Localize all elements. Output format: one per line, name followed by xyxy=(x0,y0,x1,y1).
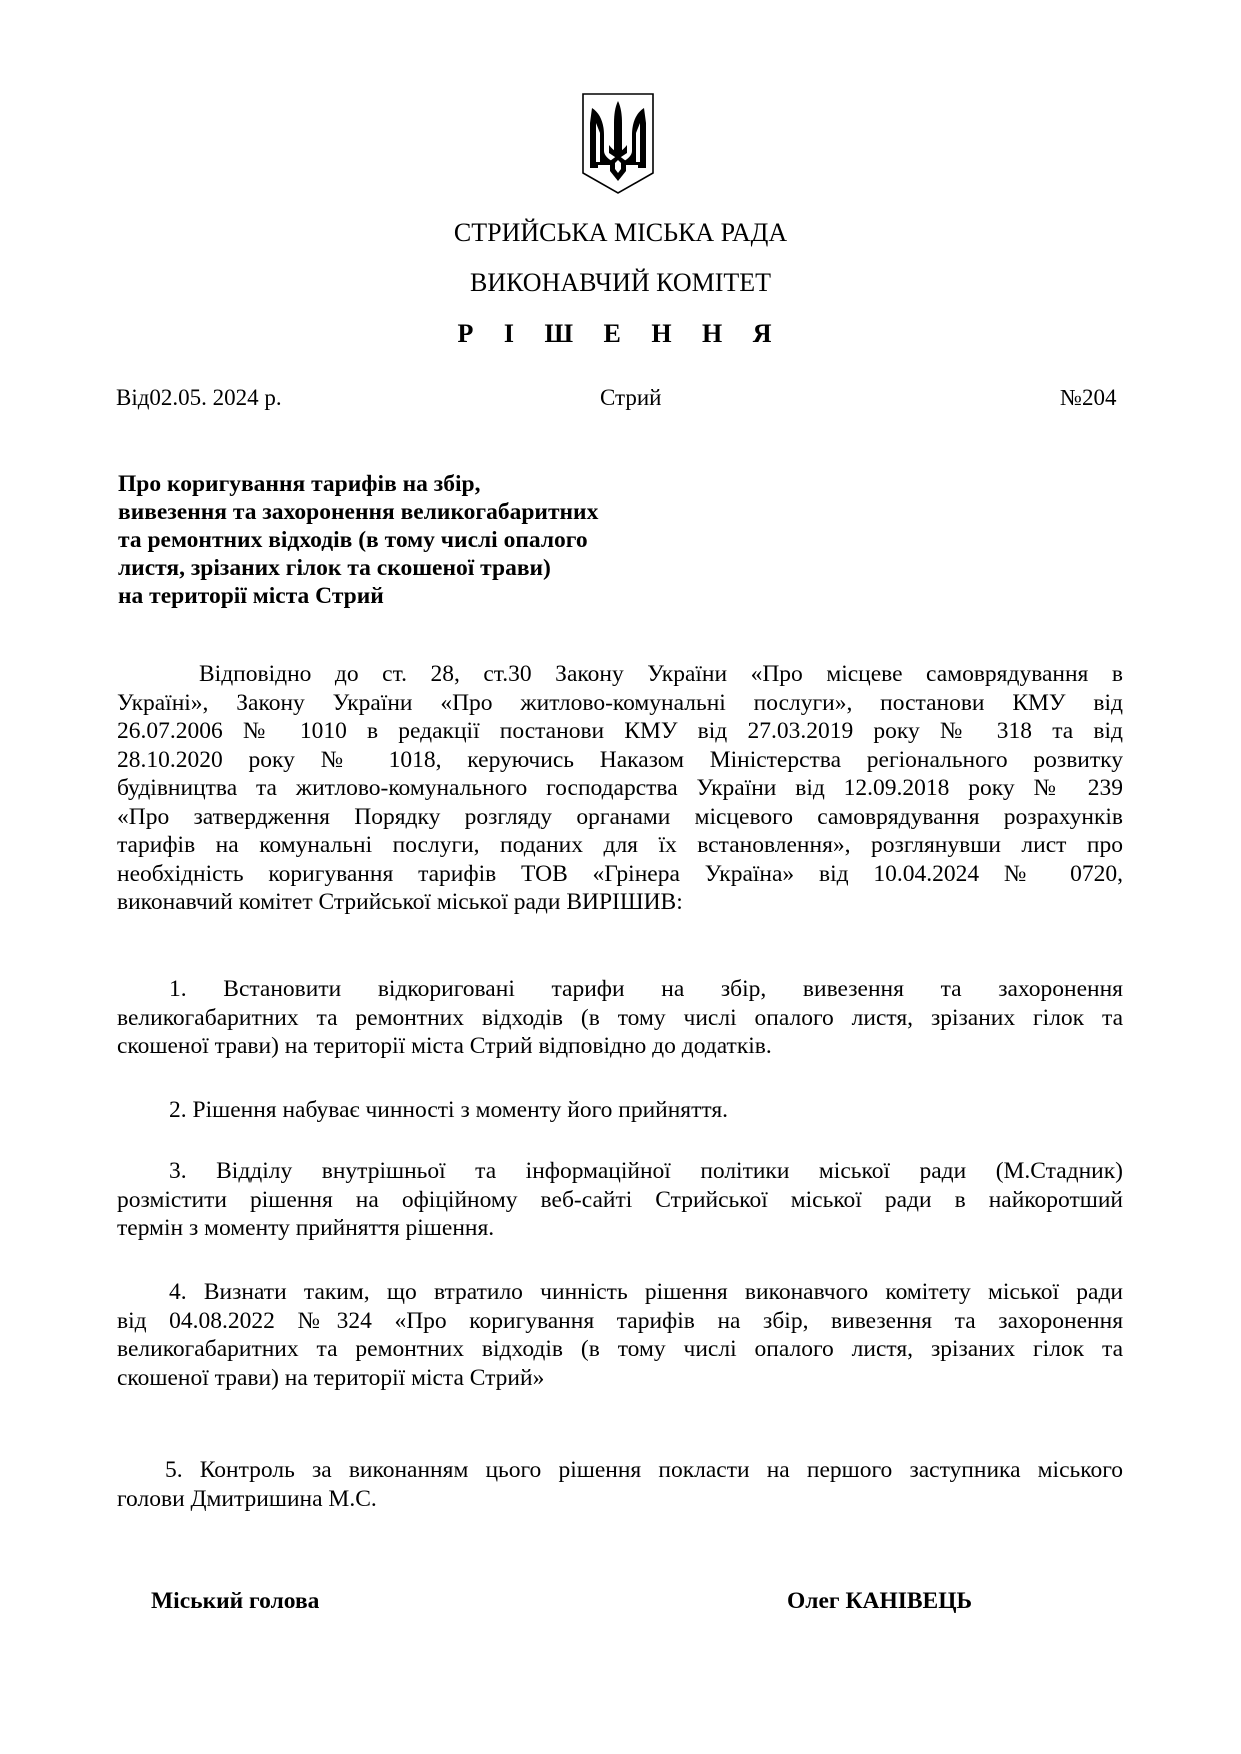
paragraph-line: 3. Відділу внутрішньої та інформаційної політики міської ради (М.Стадник) xyxy=(169,1158,1123,1184)
committee-name: ВИКОНАВЧИЙ КОМІТЕТ xyxy=(469,268,772,297)
paragraph-line: розмістити рішення на офіційному веб-сайті Стрийської міської ради в найкоротший xyxy=(117,1186,1123,1213)
preamble-paragraph xyxy=(117,660,1123,917)
paragraph-line: скошеної трави) на території міста Стрий відповідно до додатків. xyxy=(117,1033,772,1059)
decision-item-3 xyxy=(117,1157,1123,1243)
paragraph-line: 26.07.2006 № 1010 в редакції постанови КМУ від 27.03.2019 року № 318 та від xyxy=(117,718,1123,744)
paragraph-line: великогабаритних та ремонтних відходів (в тому числі опалого листя, зрізаних гілок та xyxy=(117,1004,1123,1031)
ukraine-trident-icon xyxy=(582,93,654,194)
signatory-title: Міський голова xyxy=(151,1588,320,1614)
subject-line: вивезення та захоронення великогабаритних xyxy=(118,499,599,525)
paragraph-line: необхідність коригування тарифів ТОВ «Грінера Україна» від 10.04.2024 № 0720, xyxy=(117,860,1123,887)
signatory-name: Олег КАНІВЕЦЬ xyxy=(787,1588,973,1614)
subject-line: Про коригування тарифів на збір, xyxy=(118,471,481,497)
paragraph-line: тарифів на комунальні послуги, поданих для їх встановлення», розглянувши лист про xyxy=(117,832,1123,858)
decision-item-1 xyxy=(117,975,1123,1061)
subject-line: на території міста Стрий xyxy=(118,583,384,609)
paragraph-line: термін з моменту прийняття рішення. xyxy=(117,1215,495,1241)
decision-number: №204 xyxy=(1060,385,1117,410)
decision-item-5 xyxy=(117,1456,1123,1513)
paragraph-line: «Про затвердження Порядку розгляду органами місцевого самоврядування розрахунків xyxy=(117,803,1123,830)
paragraph-line: Відповідно до ст. 28, ст.30 Закону України «Про місцеве самоврядування в xyxy=(199,661,1123,687)
decision-date: Від02.05. 2024 р. xyxy=(116,385,282,410)
decision-subject xyxy=(118,470,718,610)
organization-name: СТРИЙСЬКА МІСЬКА РАДА xyxy=(453,218,788,247)
paragraph-line: голови Дмитришина М.С. xyxy=(117,1485,377,1512)
paragraph-line: великогабаритних та ремонтних відходів (в тому числі опалого листя, зрізаних гілок та xyxy=(117,1336,1123,1362)
paragraph-line: скошеної трави) на території міста Стрий» xyxy=(117,1364,545,1391)
document-type-title: Р І Ш Е Н Н Я xyxy=(457,319,784,348)
paragraph-line: 1. Встановити відкориговані тарифи на збір, вивезення та захоронення xyxy=(169,976,1123,1002)
paragraph-line: будівництва та житлово-комунального господарства України від 12.09.2018 року № 239 xyxy=(117,775,1123,801)
paragraph-line: 28.10.2020 року № 1018, керуючись Наказом Міністерства регіонального розвитку xyxy=(117,746,1123,773)
subject-line: та ремонтних відходів (в тому числі опалого xyxy=(118,527,588,553)
subject-line: листя, зрізаних гілок та скошеної трави) xyxy=(118,555,551,581)
paragraph-line: 2. Рішення набуває чинності з моменту його прийняття. xyxy=(169,1097,729,1123)
paragraph-line: 5. Контроль за виконанням цього рішення покласти на першого заступника міського xyxy=(165,1457,1123,1483)
paragraph-line: Україні», Закону України «Про житлово-комунальні послуги», постанови КМУ від xyxy=(117,689,1123,716)
decision-item-4 xyxy=(117,1278,1123,1392)
decision-city: Стрий xyxy=(600,385,662,410)
paragraph-line: 4. Визнати таким, що втратило чинність рішення виконавчого комітету міської ради xyxy=(169,1279,1123,1305)
paragraph-line: від 04.08.2022 №324 «Про коригування тарифів на збір, вивезення та захоронення xyxy=(117,1307,1123,1334)
decision-item-2 xyxy=(117,1096,1123,1125)
paragraph-line: виконавчий комітет Стрийської міської ради ВИРІШИВ: xyxy=(117,889,683,915)
